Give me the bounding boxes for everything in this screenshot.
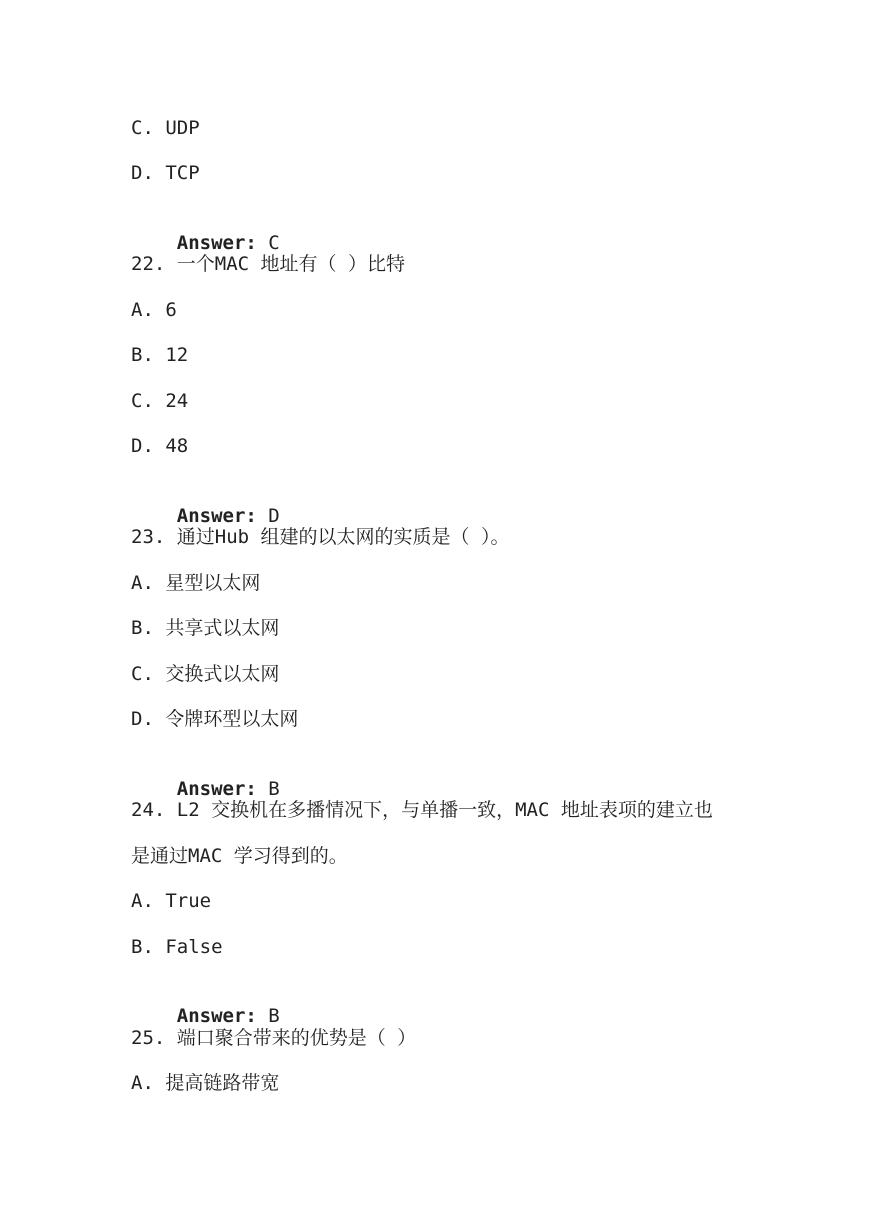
q24-option-a: A. True [131,890,212,912]
q22-question: 22. 一个MAC 地址有（ ）比特 [131,253,405,275]
q23-question: 23. 通过Hub 组建的以太网的实质是（ ）。 [131,526,510,548]
q22-option-d: D. 48 [131,435,189,457]
answer-label: Answer: [176,505,257,527]
q22-option-a: A. 6 [131,299,177,321]
q23-option-d: D. 令牌环型以太网 [131,708,299,730]
q23-option-b: B. 共享式以太网 [131,617,280,639]
answer-value: B [256,778,280,800]
q22-option-b: B. 12 [131,344,189,366]
answer-label: Answer: [176,232,257,254]
answer-value: C [256,232,280,254]
q24-question-line-1: 24. L2 交换机在多播情况下，与单播一致，MAC 地址表项的建立也 [131,799,713,821]
q21-option-c: C. UDP [131,117,200,139]
q22-option-c: C. 24 [131,390,189,412]
q23-option-a: A. 星型以太网 [131,572,261,594]
q23-option-c: C. 交换式以太网 [131,663,280,685]
q21-option-d: D. TCP [131,162,200,184]
q24-option-b: B. False [131,936,223,958]
answer-label: Answer: [176,778,257,800]
q25-question: 25. 端口聚合带来的优势是（ ） [131,1027,417,1049]
q24-question-line-2: 是通过MAC 学习得到的。 [131,845,348,867]
q25-option-a: A. 提高链路带宽 [131,1072,280,1094]
answer-value: D [256,505,280,527]
answer-label: Answer: [176,1005,257,1027]
answer-value: B [256,1005,280,1027]
